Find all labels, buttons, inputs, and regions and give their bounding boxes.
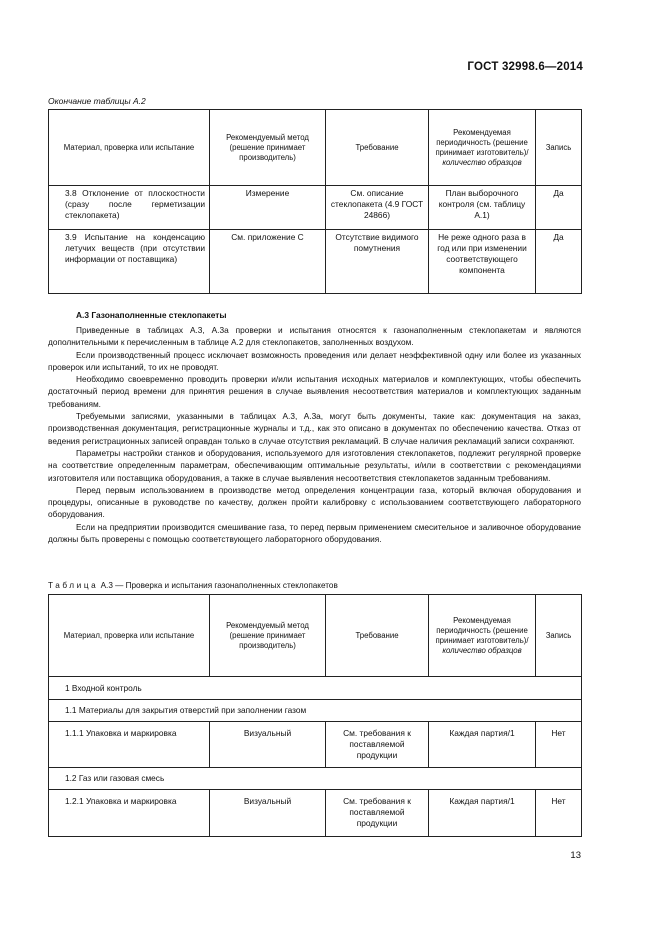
table-row: [49, 722, 582, 768]
cell-periodicity: Каждая партия/1: [429, 722, 536, 768]
cell-material: 3.8 Отклонение от плоскостности (сразу после герметизации стеклопакета): [49, 186, 210, 230]
section-body: [48, 324, 581, 545]
cell-material: 1.1.1 Упаковка и маркировка: [49, 722, 210, 768]
table-a3-caption: Таблица А.3 — Проверка и испытания газонаполненных стеклопакетов: [48, 581, 338, 590]
table-a2-caption: Окончание таблицы А.2: [48, 96, 146, 106]
col-header-requirement: Требование: [326, 110, 429, 186]
cell-material: 3.9 Испытание на конденсацию летучих веществ (при отсутствии информации от поставщика): [49, 230, 210, 294]
table-row: [49, 230, 582, 294]
cell-requirement: Отсутствие видимого помутнения: [326, 230, 429, 294]
col-header-periodicity: Рекомендуемая периодичность (решение принимает изготовитель)/ количество образцов: [429, 110, 536, 186]
paragraph: Необходимо своевременно проводить проверки и/или испытания исходных материалов и комплектующих, чтобы обеспечить достаточный период времени для принятия решения в случае выявления несоответствия материалов и комплектующих заданным требованиям.: [48, 374, 581, 409]
col-header-requirement: Требование: [326, 595, 429, 677]
cell-periodicity: План выборочного контроля (см. таблицу А.1): [429, 186, 536, 230]
cell-material: 1.2.1 Упаковка и маркировка: [49, 790, 210, 837]
subsection-gas: 1.2 Газ или газовая смесь: [49, 768, 582, 790]
table-a3: [48, 594, 582, 837]
table-row: [49, 790, 582, 837]
cell-method: Визуальный: [210, 790, 326, 837]
cell-record: Да: [536, 186, 582, 230]
cell-requirement: См. требования к поставляемой продукции: [326, 722, 429, 768]
col-header-method: Рекомендуемый метод (решение принимает производитель): [210, 110, 326, 186]
cell-record: Нет: [536, 790, 582, 837]
section-input-control: 1 Входной контроль: [49, 677, 582, 700]
cell-method: Визуальный: [210, 722, 326, 768]
paragraph: Если на предприятии производится смешивание газа, то перед первым применением смесительное и заливочное оборудование должны быть проверены с помощью соответствующего лабораторного оборудования.: [48, 521, 581, 545]
paragraph: Перед первым использованием в производстве метод определения концентрации газа, который включая оборудования и процедуры, описанные в руководстве по качеству, должен пройти калибровку с использованием соответствующего лабораторного оборудования.: [48, 484, 581, 520]
document-code: ГОСТ 32998.6—2014: [467, 61, 583, 73]
paragraph: Приведенные в таблицах А.3, А.3а проверки и испытания относятся к газонаполненным стеклопакетам и являются дополнительными к перечисленным в таблице А.2 для стеклопакетов, заполненных воздухом.: [48, 325, 581, 348]
cell-method: Измерение: [210, 186, 326, 230]
paragraph: Если производственный процесс исключает возможность проведения или делает неэффективной одну или более из указанных проверок или испытаний, то их не проводят.: [48, 349, 581, 372]
cell-requirement: См. требования к поставляемой продукции: [326, 790, 429, 837]
table-subsection-row: [49, 700, 582, 722]
cell-periodicity: Каждая партия/1: [429, 790, 536, 837]
col-header-record: Запись: [536, 595, 582, 677]
table-section-row: [49, 677, 582, 700]
cell-record: Нет: [536, 722, 582, 768]
cell-requirement: См. описание стеклопакета (4.9 ГОСТ 24866): [326, 186, 429, 230]
paragraph: Параметры настройки станков и оборудования, используемого для изготовления стеклопакетов, подлежит регулярной проверке на соответствие определенным параметрам, обеспечивающим оптимальные результаты, и/или в соответствии с рекомендациями изготовителя или поставщика оборудования, а также в случае выявления несоответствия стеклопакетов заданным требованиям.: [48, 447, 581, 483]
subsection-sealing-materials: 1.1 Материалы для закрытия отверстий при заполнении газом: [49, 700, 582, 722]
col-header-method: Рекомендуемый метод (решение принимает производитель): [210, 595, 326, 677]
table-subsection-row: [49, 768, 582, 790]
col-header-record: Запись: [536, 110, 582, 186]
section-title: А.3 Газонаполненные стеклопакеты: [76, 310, 227, 320]
col-header-periodicity: Рекомендуемая периодичность (решение принимает изготовитель)/ количество образцов: [429, 595, 536, 677]
table-row: [49, 186, 582, 230]
cell-method: См. приложение С: [210, 230, 326, 294]
cell-periodicity: Не реже одного раза в год или при изменении соответствующего компонента: [429, 230, 536, 294]
col-header-material: Материал, проверка или испытание: [49, 110, 210, 186]
cell-record: Да: [536, 230, 582, 294]
col-header-material: Материал, проверка или испытание: [49, 595, 210, 677]
page-number: 13: [570, 850, 581, 861]
table-a2: [48, 109, 582, 294]
paragraph: Требуемыми записями, указанными в таблицах А.3, А.3а, могут быть документы, такие как: документация на заказ, производственная документация, регистрационные журналы и т.д., как это описано в документах по обеспечению качества. Отказ от ведения регистрационных записей оправдан только в случае отсутствия рекламаций. В случае наличия рекламаций записи сохраняют.: [48, 411, 581, 446]
